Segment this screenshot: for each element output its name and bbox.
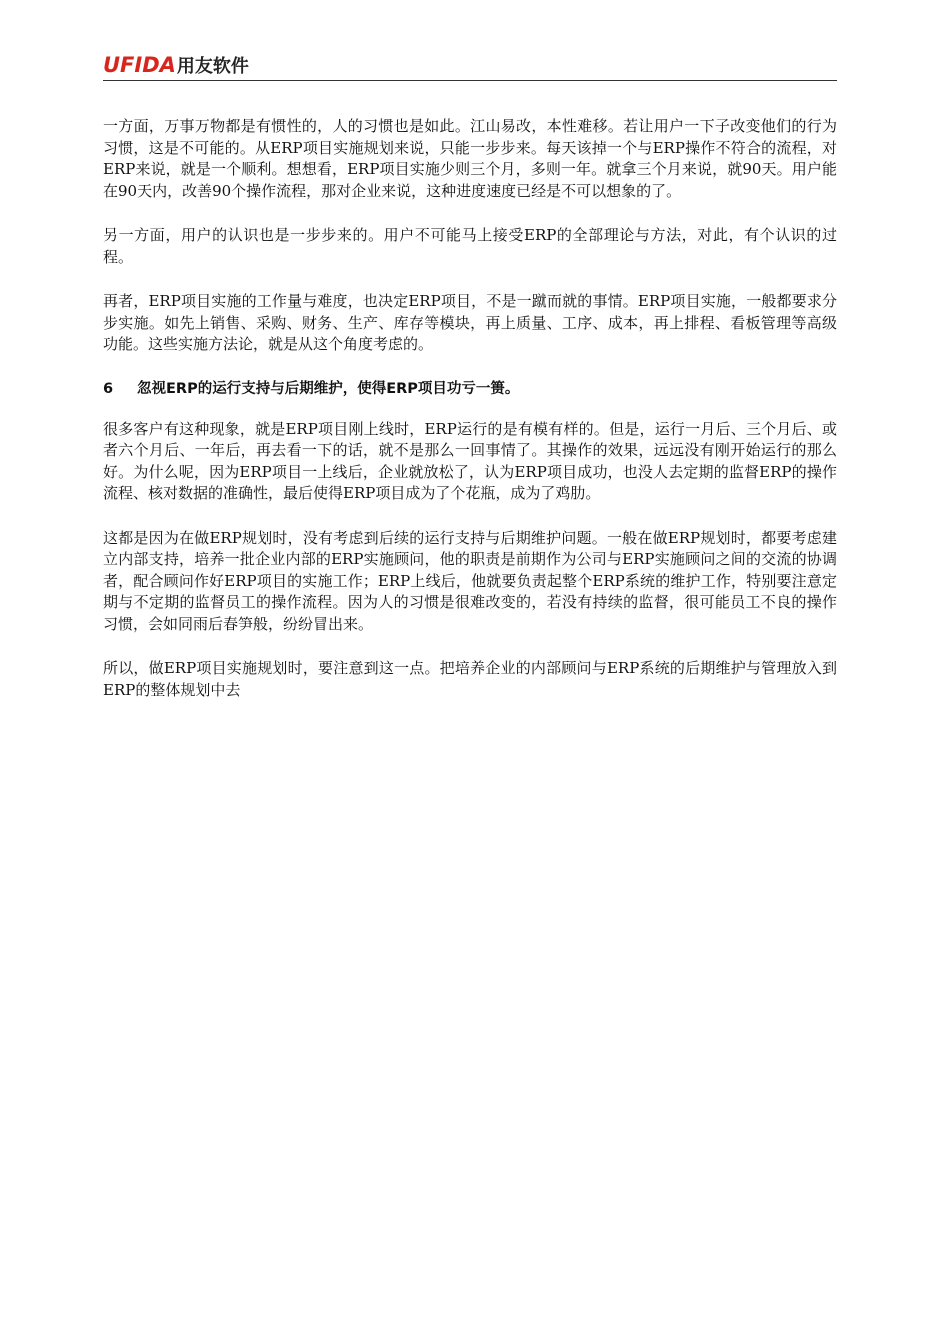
paragraph-workload: 再者，ERP项目实施的工作量与难度，也决定ERP项目，不是一蹴而就的事情。ERP项目实施，一般都要求分步实施。如先上销售、采购、财务、生产、库存等模块，再上质量、工序、成本，再上排程、看板管理等高级功能。这些实施方法论，就是从这个角度考虑的。 — [103, 292, 837, 353]
paragraph-internal-support: 这都是因为在做ERP规划时，没有考虑到后续的运行支持与后期维护问题。一般在做ERP规划时，都要考虑建立内部支持，培养一批企业内部的ERP实施顾问，他的职责是前期作为公司与ERP实施顾问之间的交流的协调者，配合顾问作好ERP项目的实施工作；ERP上线后，他就要负责起整个ERP系统的维护工作，特别要注意定期与不定期的监督员工的操作流程。因为人的习惯是很难改变的，若没有持续的监督，很可能员工不良的操作习惯，会如同雨后春笋般，纷纷冒出来。 — [103, 528, 837, 633]
paragraph-conclusion: 所以，做ERP项目实施规划时，要注意到这一点。把培养企业的内部顾问与ERP系统的后期维护与管理放入到ERP的整体规划中去 — [103, 659, 837, 699]
section-title: 忽视ERP的运行支持与后期维护，使得ERP项目功亏一篑。 — [137, 380, 520, 397]
document-body — [103, 116, 837, 724]
section-heading — [103, 379, 837, 399]
ufida-logo — [103, 54, 249, 78]
paragraph-inertia: 一方面，万事万物都是有惯性的，人的习惯也是如此。江山易改，本性难移。若让用户一下子改变他们的行为习惯，这是不可能的。从ERP项目实施规划来说，只能一步步来。每天该掉一个与ERP操作不符合的流程，对ERP来说，就是一个顺利。想想看，ERP项目实施少则三个月，多则一年。就拿三个月来说，就90天。用户能在90天内，改善90个操作流程，那对企业来说，这种进度速度已经是不可以想象的了。 — [103, 117, 837, 200]
paragraph-phenomenon: 很多客户有这种现象，就是ERP项目刚上线时，ERP运行的是有模有样的。但是，运行一月后、三个月后、或者六个月后、一年后，再去看一下的话，就不是那么一回事情了。其操作的效果，远远没有刚开始运行的那么好。为什么呢，因为ERP项目一上线后，企业就放松了，认为ERP项目成功，也没人去定期的监督ERP的操作流程、核对数据的准确性，最后使得ERP项目成为了个花瓶，成为了鸡肋。 — [103, 419, 837, 502]
page-header — [103, 52, 837, 81]
paragraph-user-awareness: 另一方面，用户的认识也是一步步来的。用户不可能马上接受ERP的全部理论与方法，对此，有个认识的过程。 — [103, 226, 837, 266]
section-number: 6 — [103, 380, 114, 397]
logo-text-en: UFIDA — [103, 53, 176, 77]
logo-text-cn: 用友软件 — [176, 56, 249, 77]
